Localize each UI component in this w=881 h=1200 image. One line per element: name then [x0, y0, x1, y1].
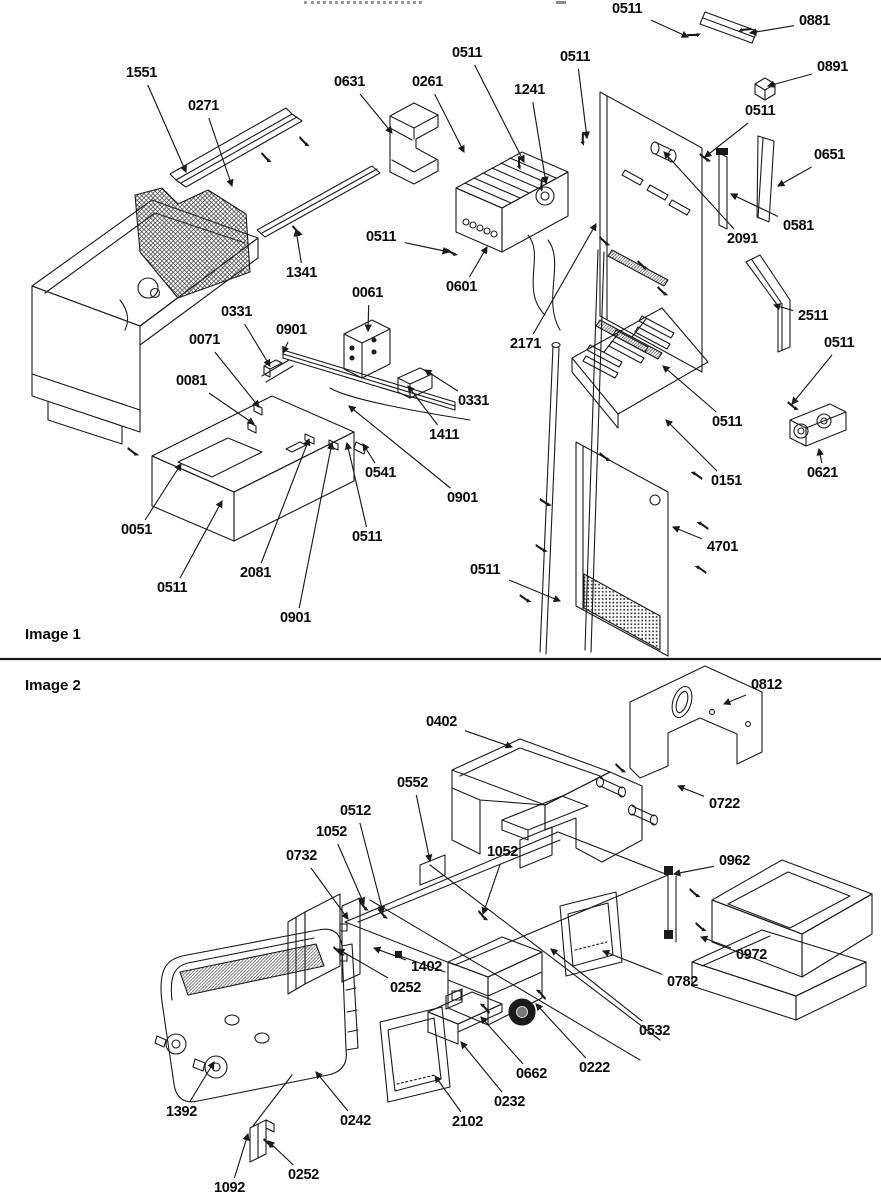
part-callout-0242: 0242 [340, 1113, 372, 1129]
cropped-artifact [304, 1, 422, 4]
leader-line-1341 [296, 230, 301, 263]
part-callout-0581: 0581 [783, 218, 815, 234]
part-callout-1092: 1092 [214, 1180, 246, 1196]
part-callout-0532: 0532 [639, 1023, 671, 1039]
part-callout-0511: 0511 [612, 1, 643, 17]
leader-line-4701 [673, 527, 702, 539]
part-callout-0901: 0901 [447, 490, 479, 506]
part-callout-1551: 1551 [126, 65, 158, 81]
top-bracket-0881-drawing [700, 12, 757, 43]
control-module-drawing [248, 320, 560, 654]
roller-bracket-0621-drawing [790, 404, 846, 446]
part-callout-2081: 2081 [240, 565, 272, 581]
leader-line-0252 [268, 1141, 293, 1165]
part-callout-0782: 0782 [667, 974, 699, 990]
leader-line-0511 [347, 443, 367, 527]
strip-0651-drawing [757, 136, 774, 222]
leader-line-0552 [416, 795, 430, 861]
leader-line-0242 [316, 1072, 348, 1111]
part-callout-1402: 1402 [411, 959, 443, 975]
part-callout-0881: 0881 [799, 13, 831, 29]
leader-line-0071 [215, 352, 259, 407]
vent-panel-4701-drawing [576, 442, 668, 656]
part-callout-0051: 0051 [121, 522, 153, 538]
part-callout-0511: 0511 [560, 49, 591, 65]
part-callout-0621: 0621 [807, 465, 839, 481]
part-callout-2511: 2511 [798, 308, 829, 324]
stud-0581-drawing [716, 148, 728, 229]
leader-line-0901 [299, 443, 332, 608]
strip-2511-drawing [746, 255, 790, 352]
part-callout-0552: 0552 [397, 775, 429, 791]
leader-line-0962 [674, 866, 714, 874]
strip-0962-drawing [664, 866, 676, 942]
leader-line-2171 [533, 224, 596, 334]
clip-1092-drawing [250, 1075, 292, 1162]
leader-line-0732 [311, 868, 348, 919]
part-callout-0151: 0151 [711, 473, 743, 489]
leader-line-2091 [664, 152, 734, 229]
leader-line-0511 [180, 501, 222, 578]
part-callout-0812: 0812 [751, 677, 783, 693]
part-callout-0511: 0511 [452, 45, 483, 61]
leader-line-0511 [509, 580, 560, 601]
part-callout-0252: 0252 [390, 980, 422, 996]
part-callout-0511: 0511 [366, 229, 397, 245]
leader-line-0252 [338, 949, 388, 978]
part-callout-0252: 0252 [288, 1167, 320, 1183]
part-callout-1052: 1052 [487, 844, 519, 860]
housing-0402-drawing [452, 739, 642, 862]
leader-line-2102 [435, 1076, 461, 1112]
part-callout-4701: 4701 [707, 539, 739, 555]
part-callout-0071: 0071 [189, 332, 221, 348]
part-callout-0651: 0651 [814, 147, 846, 163]
leader-line-0511 [405, 243, 449, 252]
part-callout-0541: 0541 [365, 465, 397, 481]
leader-line-0402 [465, 731, 512, 747]
part-callout-0972: 0972 [736, 947, 768, 963]
leader-line-1052 [483, 864, 500, 914]
part-callout-0631: 0631 [334, 74, 366, 90]
chute-plate-drawing [345, 827, 671, 1060]
part-callout-1341: 1341 [286, 265, 318, 281]
part-callout-0732: 0732 [286, 848, 318, 864]
leader-line-0222 [536, 1004, 586, 1058]
part-callout-0511: 0511 [470, 562, 501, 578]
leader-line-0511 [475, 65, 524, 162]
leader-line-0511 [651, 20, 688, 37]
part-callout-1241: 1241 [514, 82, 546, 98]
part-callout-0331: 0331 [221, 304, 253, 320]
part-callout-0511: 0511 [157, 580, 188, 596]
leader-line-0261 [435, 94, 464, 152]
part-callout-0081: 0081 [176, 373, 208, 389]
leader-line-0651 [778, 167, 812, 186]
leader-line-0812 [724, 695, 746, 704]
leader-line-0232 [461, 1042, 502, 1092]
leader-line-0512 [360, 823, 383, 912]
cropped-artifact [556, 1, 566, 4]
part-callout-0962: 0962 [719, 853, 751, 869]
leader-line-1092 [234, 1134, 248, 1178]
leader-line-0972 [701, 937, 731, 948]
part-callout-0901: 0901 [276, 322, 308, 338]
leader-line-0621 [819, 449, 822, 463]
fastener-glyphs-2 [261, 763, 708, 1149]
leader-line-0051 [145, 464, 181, 520]
leader-line-0891 [768, 74, 812, 86]
cover-0051-drawing [152, 396, 354, 541]
leader-line-0881 [750, 26, 794, 33]
leader-line-0331 [425, 370, 458, 391]
part-callout-0402: 0402 [426, 714, 458, 730]
leader-line-2081 [261, 439, 309, 563]
part-callout-0722: 0722 [709, 796, 741, 812]
leader-line-0631 [360, 94, 392, 133]
part-callout-2171: 2171 [510, 336, 542, 352]
part-callout-0222: 0222 [579, 1060, 611, 1076]
part-callout-0662: 0662 [516, 1066, 548, 1082]
front-cover-0242-drawing [161, 929, 358, 1102]
leader-line-0331 [245, 324, 270, 366]
part-callout-0601: 0601 [446, 279, 478, 295]
leader-line-1392 [190, 1062, 214, 1102]
part-callout-0511: 0511 [745, 103, 776, 119]
part-callout-1411: 1411 [429, 427, 460, 443]
part-callout-0512: 0512 [340, 803, 372, 819]
part-callout-1052: 1052 [316, 824, 348, 840]
part-callout-0891: 0891 [817, 59, 849, 75]
bracket-0812-drawing [630, 666, 762, 778]
part-callout-0232: 0232 [494, 1094, 526, 1110]
leader-line-0601 [469, 247, 487, 277]
leader-line-0511 [792, 355, 832, 404]
frame-2102-drawing [380, 1007, 450, 1102]
part-callout-0331: 0331 [458, 393, 490, 409]
part-callout-0511: 0511 [712, 414, 743, 430]
pins-0722-drawing [597, 777, 658, 825]
leader-line-0782 [603, 951, 662, 974]
leader-line-1052 [338, 844, 364, 904]
cube-0891-drawing [755, 78, 775, 100]
knobs-1392-drawing [155, 1034, 227, 1078]
leader-line-1551 [148, 85, 186, 172]
part-callout-0271: 0271 [188, 98, 220, 114]
part-callout-0261: 0261 [412, 74, 444, 90]
part-callout-0061: 0061 [352, 285, 384, 301]
leader-line-0061 [368, 305, 369, 331]
part-callout-0901: 0901 [280, 610, 312, 626]
leader-line-0722 [678, 786, 704, 796]
part-callout-2091: 2091 [727, 231, 759, 247]
bracket-0232-drawing [428, 989, 502, 1044]
leader-line-0511 [578, 69, 587, 138]
part-callout-0511: 0511 [824, 335, 855, 351]
leader-line-0151 [666, 420, 717, 471]
part-callout-1392: 1392 [166, 1104, 198, 1120]
part-callout-0511: 0511 [352, 529, 383, 545]
image2-section-label: Image 2 [25, 677, 81, 694]
part-callout-2102: 2102 [452, 1114, 484, 1130]
leader-line-0271 [209, 118, 232, 186]
bracket-0631-drawing [390, 103, 438, 184]
image1-section-label: Image 1 [25, 626, 81, 643]
roller-2091-drawing [651, 142, 676, 162]
leader-line-0541 [363, 444, 375, 463]
